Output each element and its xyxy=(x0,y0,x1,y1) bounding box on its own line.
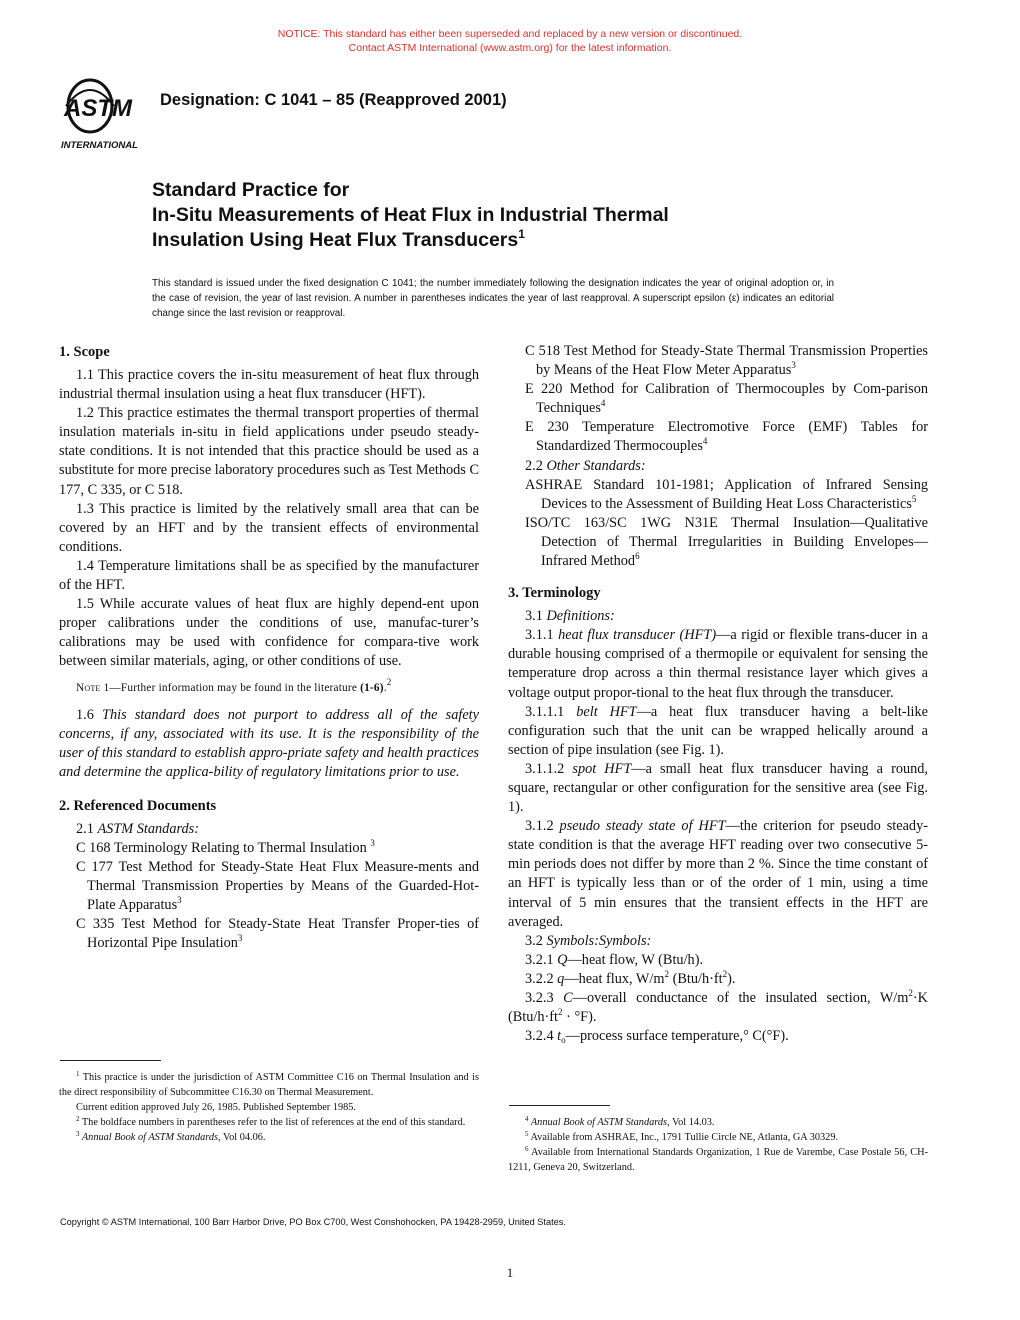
symbol-3-2-4-number: 3.2.4 xyxy=(525,1028,558,1045)
symbol-3-2-3 xyxy=(508,989,928,1027)
right-column xyxy=(508,342,928,1046)
refdocs-2-2-text: Other Standards: xyxy=(546,457,646,474)
scope-1-4: 1.4 Temperature limitations shall be as specified by the manufacturer of the HFT. xyxy=(59,557,479,594)
ref-c168-mark: 3 xyxy=(370,837,375,848)
footnote-3-mark: 3 xyxy=(76,1130,80,1138)
title-line-3: Insulation Using Heat Flux Transducers xyxy=(152,229,519,251)
footnote-6-text: Available from International Standards Organization, 1 Rue de Varembe, Case Postale 56, CH-1211, Geneva 20, Switzerland. xyxy=(508,1147,928,1173)
footnote-rule-right xyxy=(509,1105,610,1106)
note-refs: (1-6) xyxy=(360,681,384,694)
footnote-4 xyxy=(508,1115,928,1130)
footnote-2-text: The boldface numbers in parentheses refer to the list of references at the end of this standard. xyxy=(79,1117,466,1128)
term-3-1-1-2 xyxy=(508,760,928,817)
ref-e220 xyxy=(525,380,928,418)
ref-c335 xyxy=(76,915,479,953)
symbol-3-2-3-sup-2: 2 xyxy=(558,1007,563,1018)
term-3-2 xyxy=(508,932,928,951)
refdocs-2-1 xyxy=(59,820,479,839)
symbol-3-2-3-text-c: · °F). xyxy=(562,1009,597,1026)
term-3-1-1-2-text: —a small heat flux transducer having a round, square, rectangular or other configuration for the sensitive area (see Fig. 1). xyxy=(508,760,928,816)
note-1: Note 1—Further information may be found in the literature (1-6).$^2$ xyxy=(76,676,392,694)
term-3-1-1-2-number: 3.1.1.2 xyxy=(525,760,573,777)
ref-e230-mark: 4 xyxy=(702,436,708,447)
footnote-rule-left xyxy=(60,1060,161,1061)
designation: Designation: C 1041 – 85 (Reapproved 2001) xyxy=(160,91,507,109)
title-line-1: Standard Practice for xyxy=(152,179,350,201)
term-3-1-1-1-number: 3.1.1.1 xyxy=(525,703,577,720)
scope-1-1: 1.1 This practice covers the in-situ measurement of heat flux through industrial thermal insulation using a heat flux transducer (HFT). xyxy=(59,367,479,403)
symbol-3-2-2-text-c: ). xyxy=(727,970,736,987)
notice-line-1: NOTICE: This standard has either been superseded and replaced by a new version or discontinued. xyxy=(277,28,743,40)
ref-c518-mark: 3 xyxy=(791,360,796,371)
refdocs-2-1-text: ASTM Standards: xyxy=(97,820,199,837)
refdocs-2-2-number: 2.2 xyxy=(525,457,547,474)
ref-c518 xyxy=(525,342,928,380)
symbol-3-2-2-sup-1: 2 xyxy=(664,968,670,979)
note-label: Note 1 xyxy=(76,681,110,694)
superseded-notice xyxy=(0,27,1020,55)
symbol-3-2-3-sym: C xyxy=(563,990,573,1006)
footnote-4-italic: Annual Book of ASTM Standards xyxy=(528,1117,668,1128)
document-title xyxy=(152,178,912,253)
ref-iso-text: ISO/TC 163/SC 1WG N31E Thermal Insulation—Qualitative Detection of Thermal Irregularities in Building Envelopes—Infrared Method xyxy=(525,514,928,570)
ref-e220-text: E 220 Method for Calibration of Thermocouples by Com-parison Techniques xyxy=(525,381,928,417)
copyright-line: Copyright © ASTM International, 100 Barr Harbor Drive, PO Box C700, West Conshohocken, PA 19428-2959, United States. xyxy=(60,1217,566,1227)
notice-line-2: Contact ASTM International (www.astm.org) for the latest information. xyxy=(348,42,672,54)
ref-ashrae-mark: 5 xyxy=(911,493,917,504)
ref-e220-mark: 4 xyxy=(600,398,606,409)
ref-iso xyxy=(525,514,928,571)
term-3-1 xyxy=(508,607,928,626)
page-number: 1 xyxy=(506,1265,514,1280)
term-3-1-2-number: 3.1.2 xyxy=(525,818,560,835)
symbol-3-2-1-sym: Q xyxy=(557,951,568,968)
ref-ashrae xyxy=(525,476,928,514)
symbol-3-2-2-number: 3.2.2 xyxy=(525,970,558,987)
scope-1-6-number: 1.6 xyxy=(76,706,103,723)
term-3-1-text: Definitions: xyxy=(546,608,615,625)
scope-1-3: 1.3 This practice is limited by the relatively small area that can be covered by an HFT and by the transient effects of environmental conditions. xyxy=(59,500,479,555)
term-3-1-1-1-term: belt HFT xyxy=(576,703,637,720)
footnote-5-text: Available from ASHRAE, Inc., 1791 Tullie Circle NE, Atlanta, GA 30329. xyxy=(528,1132,839,1143)
symbol-3-2-4-sub: o xyxy=(561,1035,566,1046)
scope-1-2: 1.2 This practice estimates the thermal transport properties of thermal insulation materials in-situ in field applications under pseudo steady-state conditions. It is not intended that this practice should be used as a substitute for more precise laboratory procedures such as Test Methods C 177, C 335, or C 518. xyxy=(59,405,479,498)
scope-1-6 xyxy=(59,706,479,782)
term-3-1-1-term: heat flux transducer (HFT) xyxy=(558,627,717,644)
ref-c177-text: C 177 Test Method for Steady-State Heat Flux Measure-ments and Thermal Transmission Properties by Means of the Guarded-Hot-Plate Apparatus xyxy=(76,859,479,914)
footnote-3-italic: Annual Book of ASTM Standards xyxy=(79,1132,219,1143)
term-3-1-1-1 xyxy=(508,703,928,760)
term-3-1-2-term: pseudo steady state of HFT xyxy=(559,818,726,835)
footnote-1-edition: Current edition approved July 26, 1985. Published September 1985. xyxy=(76,1102,356,1113)
ref-c518-text: C 518 Test Method for Steady-State Thermal Transmission Properties by Means of the Heat Flow Meter Apparatus xyxy=(525,343,928,379)
term-3-1-number: 3.1 xyxy=(525,608,547,625)
ref-ashrae-text: ASHRAE Standard 101-1981; Application of Infrared Sensing Devices to the Assessment of Building Heat Loss Characteristics xyxy=(525,476,928,512)
title-line-2: In-Situ Measurements of Heat Flux in Industrial Thermal xyxy=(152,204,669,226)
left-column xyxy=(59,342,479,954)
footnote-4-mark: 4 xyxy=(525,1115,529,1123)
footnote-1 xyxy=(59,1070,479,1100)
footnote-5 xyxy=(508,1130,928,1145)
ref-c335-mark: 3 xyxy=(237,933,243,944)
footnotes-left xyxy=(59,1070,479,1145)
symbol-3-2-2-sym: q xyxy=(557,970,565,987)
symbol-3-2-2-text-a: —heat flux, W/m xyxy=(564,970,665,987)
ref-c177-mark: 3 xyxy=(177,895,182,906)
astm-logo xyxy=(58,76,146,152)
symbol-3-2-2-text-b: (Btu/h·ft xyxy=(669,970,723,987)
symbol-3-2-1 xyxy=(508,951,928,970)
term-3-1-1-2-term: spot HFT xyxy=(572,760,632,777)
symbol-3-2-4-sym: t xyxy=(557,1028,562,1045)
footnote-4-text: , Vol 14.03. xyxy=(667,1117,715,1128)
term-3-2-text: Symbols:Symbols: xyxy=(546,932,652,949)
section-heading-scope: 1. Scope xyxy=(59,344,110,360)
footnote-5-mark: 5 xyxy=(525,1130,529,1138)
term-3-1-1-number: 3.1.1 xyxy=(525,627,559,644)
ref-e230 xyxy=(525,418,928,456)
ref-c177 xyxy=(76,858,479,915)
astm-logo-icon xyxy=(58,76,146,152)
symbol-3-2-3-sup-1: 2 xyxy=(908,988,913,998)
symbol-3-2-3-number: 3.2.3 xyxy=(525,990,564,1006)
symbol-3-2-1-number: 3.2.1 xyxy=(525,951,558,968)
footnote-3-text: , Vol 04.06. xyxy=(218,1132,266,1143)
symbol-3-2-4-text: —process surface temperature,° C(°F). xyxy=(565,1028,789,1045)
section-heading-referenced-documents: 2. Referenced Documents xyxy=(59,797,217,814)
footnotes-right xyxy=(508,1115,928,1175)
footnote-1-mark: 1 xyxy=(76,1070,80,1078)
note-footnote-mark: 2 xyxy=(386,676,392,687)
term-3-1-1-text: —a rigid or flexible trans-ducer in a durable housing comprised of a thermopile or equivalent for sensing the temperature drop across a thin thermal resistance layer which gives a voltage output propor-tional to the heat flux through the transducer. xyxy=(508,627,929,701)
ref-c168 xyxy=(76,839,479,858)
scope-1-6-text: This standard does not purport to address all of the safety concerns, if any, associated with its use. It is the responsibility of the user of this standard to establish appro-priate safety and health practices and determine the applica-bility of regulatory limitations prior to use. xyxy=(59,706,479,780)
term-3-2-number: 3.2 xyxy=(525,932,547,949)
ref-e230-text: E 230 Temperature Electromotive Force (EMF) Tables for Standardized Thermocouples xyxy=(525,419,928,455)
section-heading-terminology: 3. Terminology xyxy=(508,585,601,602)
symbol-3-2-4 xyxy=(508,1027,928,1046)
symbol-3-2-2-sup-2: 2 xyxy=(722,968,728,979)
logo-subtitle: INTERNATIONAL xyxy=(61,140,138,151)
refdocs-2-1-number: 2.1 xyxy=(76,820,98,837)
term-3-1-1-1-text: —a heat flux transducer having a belt-like configuration such that the unit can be wrapped helically around a section of pipe insulation (see Fig. 1). xyxy=(508,703,929,758)
scope-1-5: 1.5 While accurate values of heat flux are highly depend-ent upon proper calibrations under the conditions of use, manufac-turer’s calibrations may be used with confidence for compara-tive work between similar materials, aging, or other conditions of use. xyxy=(59,596,479,670)
note-text: —Further information may be found in the literature xyxy=(109,681,361,694)
ref-iso-mark: 6 xyxy=(635,551,640,562)
footnote-6-mark: 6 xyxy=(525,1145,529,1153)
term-3-1-1 xyxy=(508,626,928,702)
footnote-2-mark: 2 xyxy=(76,1115,80,1123)
term-3-1-2 xyxy=(508,817,928,932)
refdocs-2-2 xyxy=(508,457,928,476)
logo-letters: ASTM xyxy=(64,95,132,122)
issuance-statement: This standard is issued under the fixed designation C 1041; the number immediately following the designation indicates the year of original adoption or, in the case of revision, the year of last revision. A number in parentheses indicates the year of last reapproval. A superscript epsilon (ε) indicates an editorial change since the last revision or reapproval. xyxy=(152,278,834,319)
symbol-3-2-1-text: —heat flow, W (Btu/h). xyxy=(567,951,704,968)
symbol-3-2-2 xyxy=(508,970,928,989)
title-footnote-mark: 1 xyxy=(518,227,525,241)
symbol-3-2-3-text-b: ·K (Btu/h·ft xyxy=(508,990,928,1026)
footnote-3 xyxy=(59,1130,479,1145)
footnote-2 xyxy=(59,1115,479,1130)
symbol-3-2-3-text-a: —overall conductance of the insulated section, W/m xyxy=(572,990,909,1006)
ref-c168-text: C 168 Terminology Relating to Thermal Insulation xyxy=(76,839,371,856)
footnote-1-text: This practice is under the jurisdiction of ASTM Committee C16 on Thermal Insulation and is the direct responsibility of Subcommittee C16.30 on Thermal Measurement. xyxy=(59,1072,479,1098)
ref-c335-text: C 335 Test Method for Steady-State Heat Transfer Proper-ties of Horizontal Pipe Insulation xyxy=(76,916,479,952)
term-3-1-2-text: —the criterion for pseudo steady-state condition is that the average HFT reading over two consecutive 5-min periods does not differ by more than 2 %. Since the time constant of an HFT is typically less than or of the order of 1 min, using a time interval of 5 min ensures that the transient effects in the HFT are averaged. xyxy=(508,818,928,930)
footnote-6 xyxy=(508,1145,928,1175)
